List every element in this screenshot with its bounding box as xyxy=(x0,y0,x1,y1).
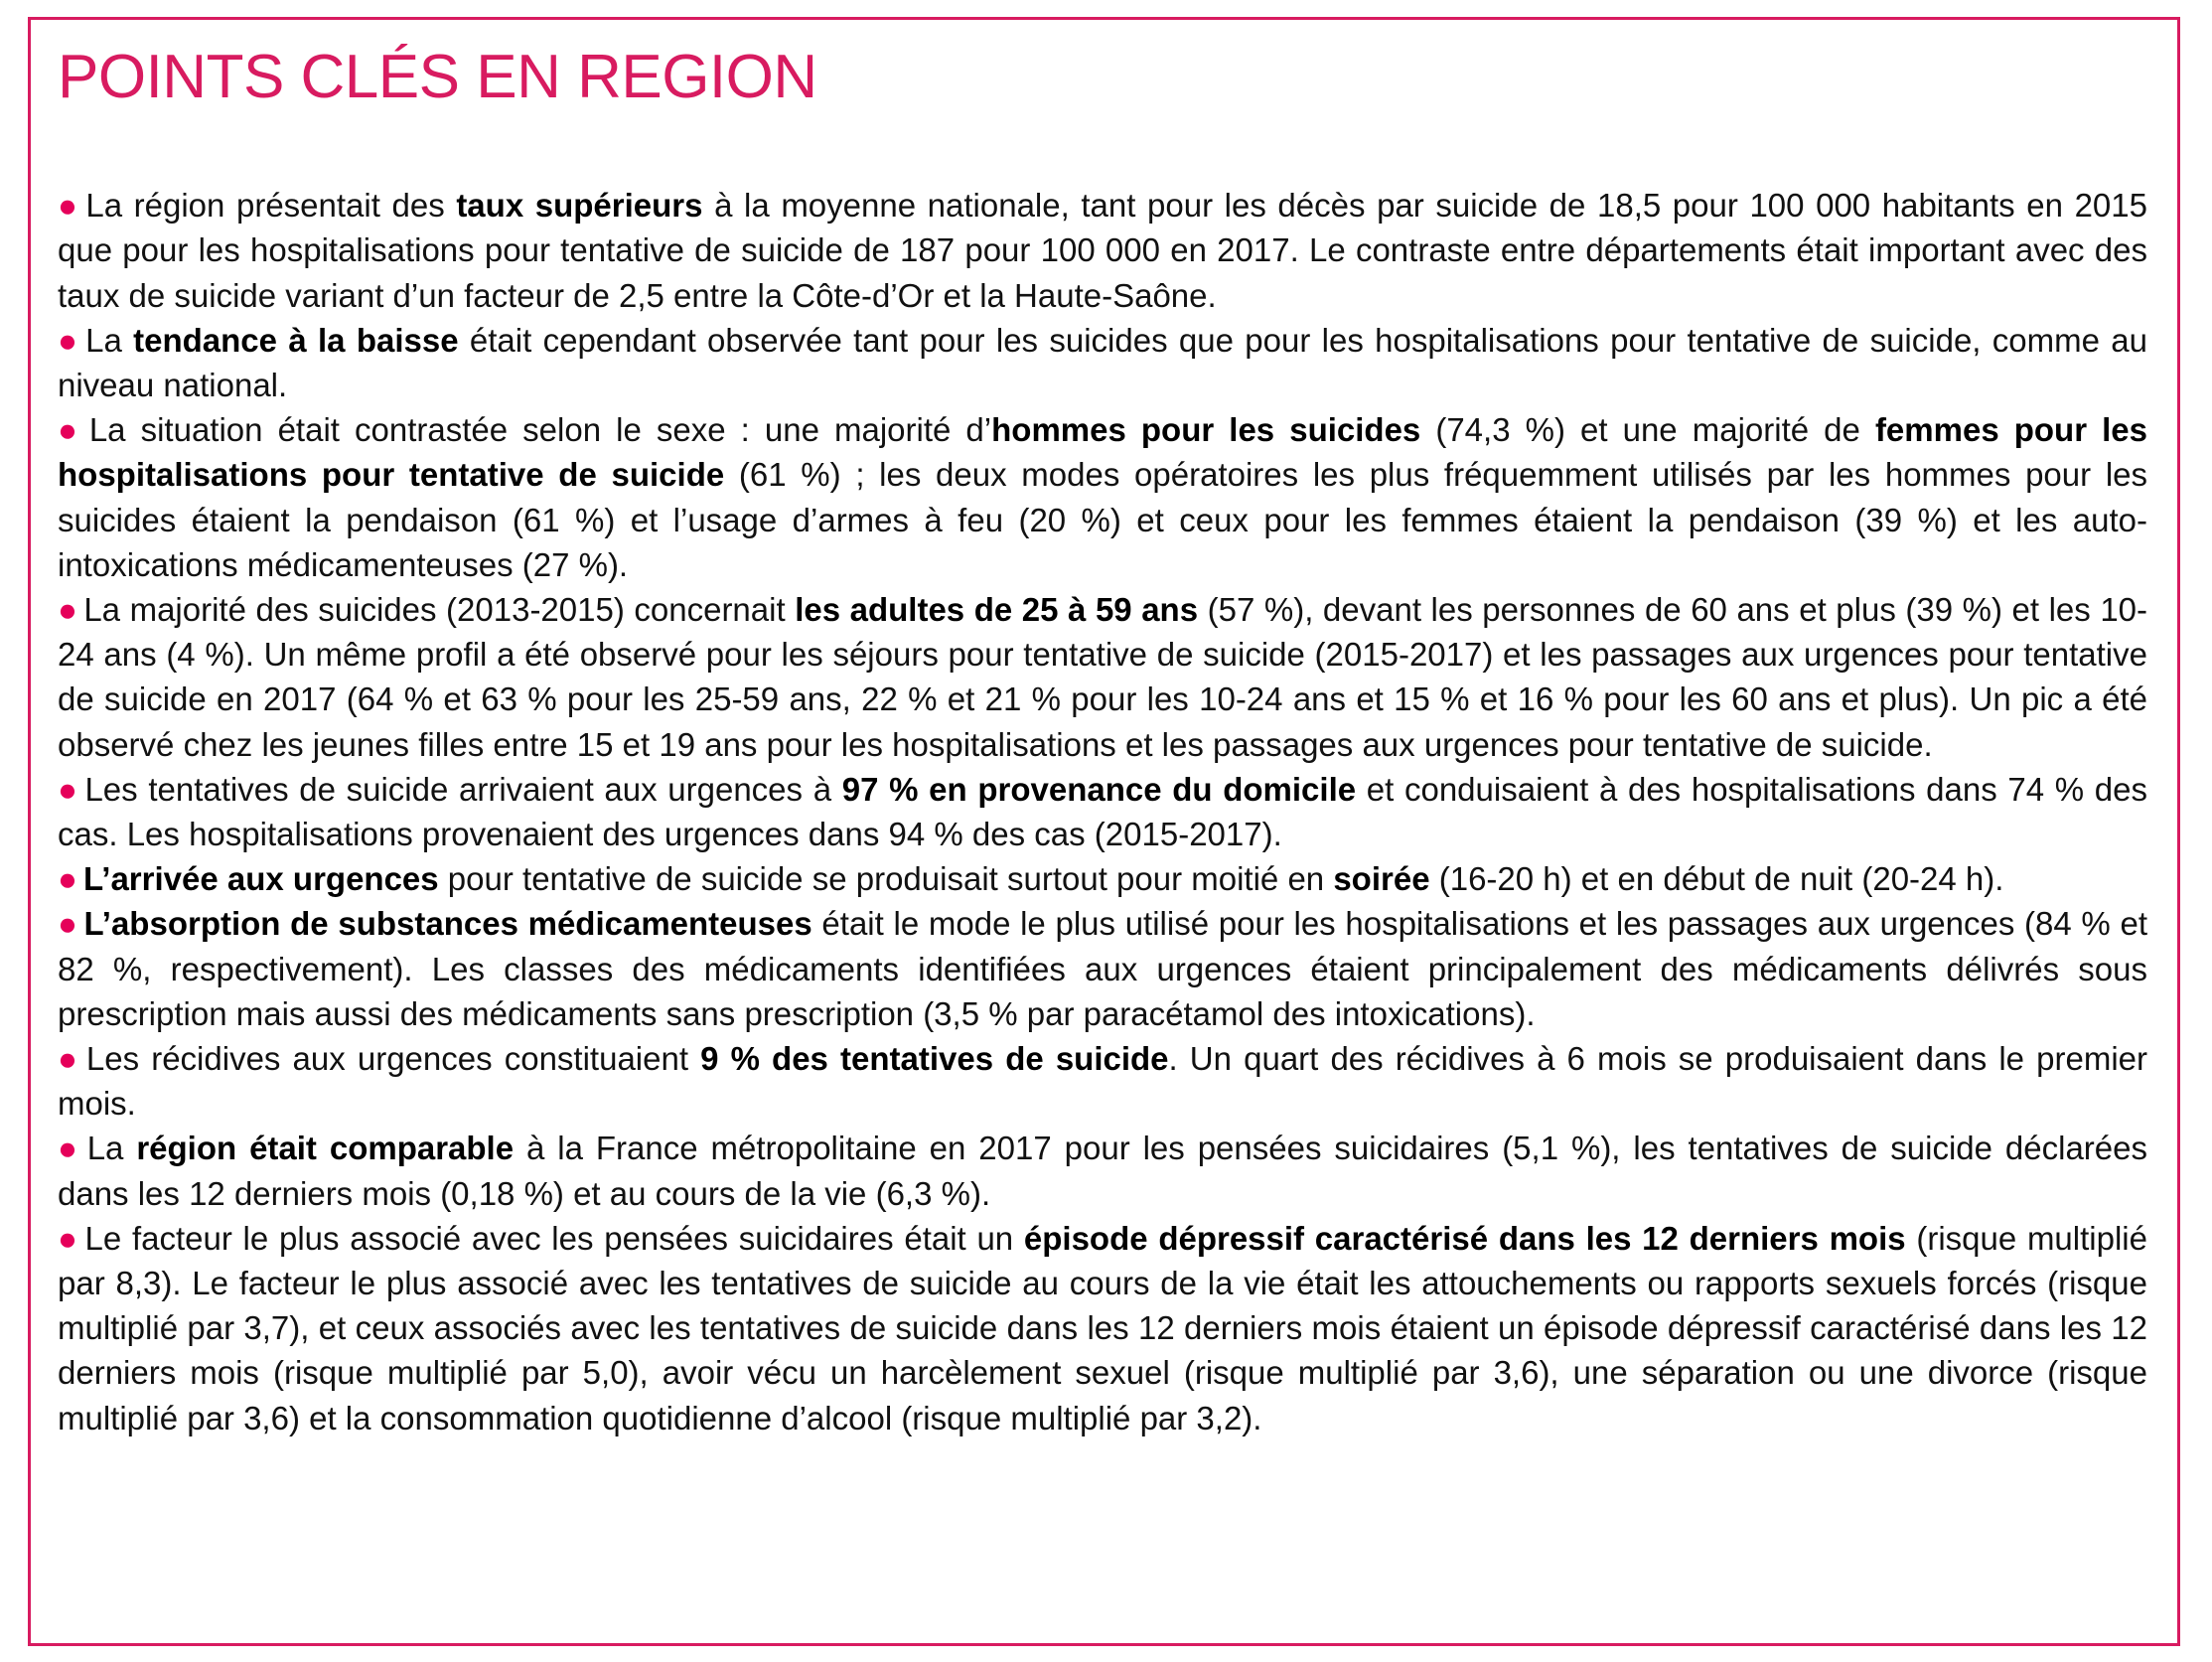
key-point-text: . Un quart des récidives à 6 mois se produisaient dans le premier mois. xyxy=(58,1040,2147,1123)
key-point-item xyxy=(58,587,2147,767)
key-point-emphasis: soirée xyxy=(1333,860,1430,898)
bullet-dot-icon: ● xyxy=(58,770,79,808)
key-point-emphasis: épisode dépressif caractérisé dans les 12 derniers mois xyxy=(1023,1219,1906,1257)
key-point-text: (risque multiplié par 8,3). Le facteur le plus associé avec les tentatives de suicide au cours de la vie était les attouchements ou rapports sexuels forcés (risque multiplié par 3,7), et ceux associés avec les tentatives de suicide dans les 12 derniers mois étaient un épisode dépressif caractérisé dans les 12 derniers mois (risque multiplié par 5,0), avoir vécu un harcèlement sexuel (risque multiplié par 3,6), une séparation ou une divorce (risque multiplié par 3,6) et la consommation quotidienne d’alcool (risque multiplié par 3,2). xyxy=(58,1219,2147,1436)
bullet-dot-icon: ● xyxy=(58,591,78,629)
key-point-emphasis: région était comparable xyxy=(136,1130,515,1167)
key-point-item xyxy=(58,407,2147,587)
key-point-text: La majorité des suicides (2013-2015) concernait xyxy=(83,591,796,629)
bullet-dot-icon: ● xyxy=(58,905,78,943)
key-point-item xyxy=(58,856,2147,901)
key-point-item xyxy=(58,1126,2147,1215)
bullet-dot-icon: ● xyxy=(58,187,80,225)
key-point-item xyxy=(58,1036,2147,1126)
bullet-dot-icon: ● xyxy=(58,860,77,898)
key-point-text: et conduisaient à des hospitalisations dans 74 % des cas. Les hospitalisations provenaient des urgences dans 94 % des cas (2015-2017). xyxy=(58,770,2147,853)
key-point-item xyxy=(58,901,2147,1036)
key-point-text: (57 %), devant les personnes de 60 ans et plus (39 %) et les 10-24 ans (4 %). Un même profil a été observé pour les séjours pour tentative de suicide (2015-2017) et les passages aux urgences pour tentative de suicide en 2017 (64 % et 63 % pour les 25-59 ans, 22 % et 21 % pour les 10-24 ans et 15 % et 16 % pour les 60 ans et plus). Un pic a été observé chez les jeunes filles entre 15 et 19 ans pour les hospitalisations et les passages aux urgences pour tentative de suicide. xyxy=(58,591,2148,763)
bullet-dot-icon: ● xyxy=(58,1219,79,1257)
key-point-emphasis: tendance à la baisse xyxy=(133,321,459,359)
key-point-text: (61 %) ; les deux modes opératoires les plus fréquemment utilisés par les hommes pour les suicides étaient la pendaison (61 %) et l’usage d’armes à feu (20 %) et ceux pour les femmes étaient la pendaison (39 %) et les auto-intoxications médicamenteuses (27 %). xyxy=(58,456,2148,583)
key-point-emphasis: hommes pour les suicides xyxy=(991,411,1421,449)
key-point-text: La xyxy=(85,321,134,359)
key-point-emphasis: L’absorption de substances médicamenteuses xyxy=(83,905,812,943)
page-title: POINTS CLÉS EN REGION xyxy=(58,43,817,111)
key-point-text: (74,3 %) et une majorité de xyxy=(1420,411,1875,449)
key-point-emphasis: les adultes de 25 à 59 ans xyxy=(795,591,1199,629)
key-point-text: Les tentatives de suicide arrivaient aux urgences à xyxy=(84,770,842,808)
key-point-emphasis: 97 % en provenance du domicile xyxy=(841,770,1357,808)
bullet-dot-icon: ● xyxy=(58,1130,81,1167)
bullet-dot-icon: ● xyxy=(58,321,80,359)
key-points-box xyxy=(28,17,2180,1646)
key-point-text: La xyxy=(86,1130,137,1167)
key-point-text: Le facteur le plus associé avec les pensées suicidaires était un xyxy=(84,1219,1024,1257)
key-point-emphasis: 9 % des tentatives de suicide xyxy=(700,1040,1169,1078)
key-point-emphasis: taux supérieurs xyxy=(456,187,703,225)
key-point-text: était cependant observée tant pour les suicides que pour les hospitalisations pour tentative de suicide, comme au niveau national. xyxy=(58,321,2148,403)
bullet-dot-icon: ● xyxy=(58,1040,80,1078)
key-point-text: était le mode le plus utilisé pour les hospitalisations et les passages aux urgences (84 % et 82 %, respectivement). Les classes des médicaments identifiées aux urgences étaient principalement des médicaments délivrés sous prescription mais aussi des médicaments sans prescription (3,5 % par paracétamol des intoxications). xyxy=(58,905,2147,1032)
key-point-text: (16-20 h) et en début de nuit (20-24 h). xyxy=(1429,860,2004,898)
key-point-emphasis: femmes pour les hospitalisations pour tentative de suicide xyxy=(58,411,2147,494)
key-point-item xyxy=(58,767,2147,856)
key-point-text: La région présentait des xyxy=(85,187,457,225)
key-point-item xyxy=(58,183,2147,318)
key-point-text: à la moyenne nationale, tant pour les décès par suicide de 18,5 pour 100 000 habitants en 2015 que pour les hospitalisations pour tentative de suicide de 187 pour 100 000 en 2017. Le contraste entre départements était important avec des taux de suicide variant d’un facteur de 2,5 entre la Côte-d’Or et la Haute-Saône. xyxy=(58,187,2147,314)
bullet-dot-icon: ● xyxy=(58,411,83,449)
key-point-item xyxy=(58,1216,2147,1440)
key-point-emphasis: L’arrivée aux urgences xyxy=(82,860,439,898)
key-point-text: Les récidives aux urgences constituaient xyxy=(85,1040,701,1078)
key-point-text: La situation était contrastée selon le sexe : une majorité d’ xyxy=(88,411,992,449)
key-point-item xyxy=(58,318,2147,407)
key-point-text: à la France métropolitaine en 2017 pour les pensées suicidaires (5,1 %), les tentatives de suicide déclarées dans les 12 derniers mois (0,18 %) et au cours de la vie (6,3 %). xyxy=(58,1130,2148,1212)
key-point-text: pour tentative de suicide se produisait surtout pour moitié en xyxy=(438,860,1334,898)
key-points-list xyxy=(58,183,2147,1440)
